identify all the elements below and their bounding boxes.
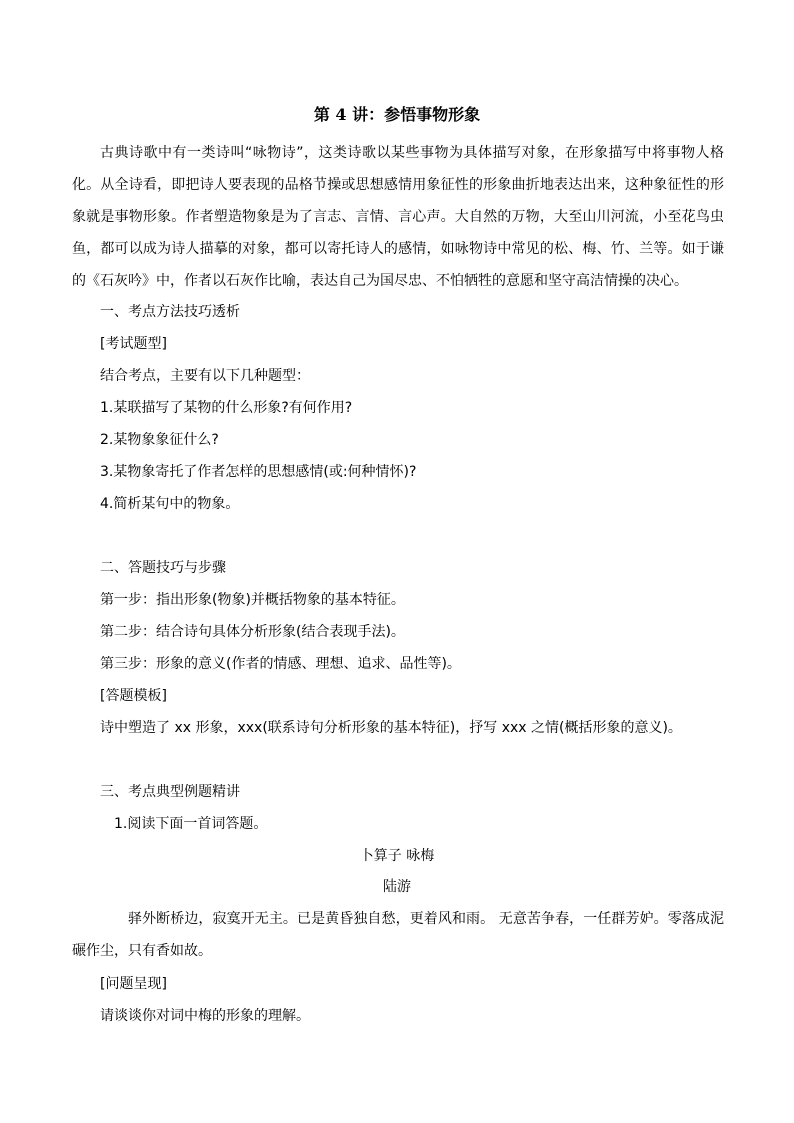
section2-heading: 二、答题技巧与步骤 (100, 560, 226, 576)
poem-text: 驿外断桥边，寂寞开无主。已是黄昏独自愁，更着风和雨。 无意苦争春，一任群芳妒。零落成泥碾作尘，只有香如故。 (72, 911, 724, 959)
exam-type-item: 1.某联描写了某物的什么形象?有何作用? (100, 400, 353, 416)
section3-heading: 三、考点典型例题精讲 (100, 784, 240, 800)
issue-text: 请谈谈你对词中梅的形象的理解。 (100, 1008, 310, 1024)
exam-type-item: 3.某物象寄托了作者怎样的思想感情(或:何种情怀)? (100, 464, 417, 480)
answer-template-text: 诗中塑造了 xx 形象，xxx(联系诗句分析形象的基本特征)，抒写 xxx 之情(概括形象的意义)。 (100, 720, 682, 736)
exam-type-item: 4.简析某句中的物象。 (100, 496, 240, 512)
page-title: 第 4 讲：参悟事物形象 (313, 105, 481, 124)
poem-title: 卜算子 咏梅 (359, 848, 435, 864)
poem-author: 陆游 (383, 879, 411, 895)
answer-step: 第三步：形象的意义(作者的情感、理想、追求、品性等)。 (100, 656, 461, 672)
section1-heading: 一、考点方法技巧透析 (100, 304, 240, 320)
issue-label: [问题呈现] (100, 976, 167, 992)
answer-step: 第二步：结合诗句具体分析形象(结合表现手法)。 (100, 624, 405, 640)
exam-type-lead: 结合考点，主要有以下几种题型： (100, 368, 310, 384)
exam-type-item: 2.某物象象征什么? (100, 432, 219, 448)
example-question: 1.阅读下面一首词答题。 (114, 816, 268, 832)
answer-template-label: [答题模板] (100, 688, 167, 704)
answer-step: 第一步：指出形象(物象)并概括物象的基本特征。 (100, 592, 405, 608)
exam-type-label: [考试题型] (100, 336, 167, 352)
intro-paragraph: 古典诗歌中有一类诗叫“咏物诗”，这类诗歌以某些事物为具体描写对象，在形象描写中将事物人格化。从全诗看，即把诗人要表现的品格节操或思想感情用象征性的形象曲折地表达出来，这种象征性的形象就是事物形象。作者塑造物象是为了言志、言情、言心声。大自然的万物，大至山川河流，小至花鸟虫鱼，都可以成为诗人描摹的对象，都可以寄托诗人的感情，如咏物诗中常见的松、梅、竹、兰等。如于谦的《石灰吟》中，作者以石灰作比喻，表达自己为国尽忠、不怕牺牲的意愿和坚守高洁情操的决心。 (72, 145, 724, 289)
